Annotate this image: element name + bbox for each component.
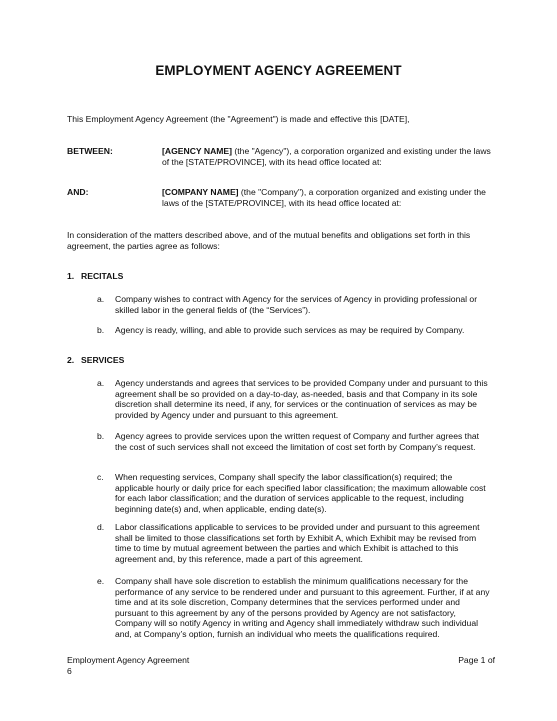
section-heading-services [67,355,124,366]
section-title: SERVICES [81,355,125,365]
item-text: Agency is ready, willing, and able to provide such services as may be required by Company. [115,325,465,335]
between-text [162,146,492,167]
item-letter: a. [97,378,105,388]
item-letter: e. [97,576,105,586]
footer-document-name: Employment Agency Agreement [67,655,190,665]
company-name: [COMPANY NAME] [162,187,239,197]
item-letter: d. [97,522,105,532]
item-text: When requesting services, Company shall specify the labor classification(s) required; the applicable hourly or daily price for each specified labor classification; the maximum allowable cost for each labor classification; and the duration of services applicable to the request, including beginning date(s) and, when applicable, ending date(s). [115,472,486,514]
footer-page-number: Page 1 of [458,655,495,665]
section-number: 2. [67,355,75,365]
and-text [162,187,492,208]
company-description: (the "Company"), a corporation organized and existing under the laws of the [STATE/PROVINCE], with its head office located at: [162,187,486,208]
agency-name: [AGENCY NAME] [162,146,233,156]
item-letter: a. [97,294,105,304]
item-text: Labor classifications applicable to services to be provided under and pursuant to this agreement shall be limited to those classifications set forth by Exhibit A, which Exhibit may be revised from time to time by mutual agreement between the parties and which Exhibit is attached to this agreement and, by this reference, made a part of this agreement. [115,522,480,564]
item-letter: c. [97,472,104,482]
item-text: Company wishes to contract with Agency for the services of Agency in providing professional or skilled labor in the general fields of (the “Services”). [115,294,478,315]
intro-paragraph: This Employment Agency Agreement (the "Agreement") is made and effective this [DATE], [67,114,410,124]
between-label: BETWEEN: [67,146,113,156]
item-letter: b. [97,431,105,441]
document-title: EMPLOYMENT AGENCY AGREEMENT [155,63,402,78]
item-text: Company shall have sole discretion to establish the minimum qualifications necessary for the performance of any service to be rendered under and pursuant to this agreement. Further, if at any time and at its sole discretion, Company determines that the services performed under and pursuant to this agreement by any of the persons provided by Agency are not satisfactory, Company will so notify Agency in writing and Agency shall immediately withdraw such individual and, at Company’s option, furnish an individual who meets the qualifications required. [115,576,490,639]
item-letter: b. [97,325,105,335]
item-text: Agency agrees to provide services upon the written request of Company and further agrees that the cost of such services shall not exceed the limitation of cost set forth by Company’s request. [115,431,480,452]
agency-description: (the "Agency"), a corporation organized and existing under the laws of the [STATE/PROVINCE], with its head office located at: [162,146,491,167]
section-heading-recitals [67,271,123,282]
section-number: 1. [67,271,75,281]
and-label: AND: [67,187,89,197]
item-text: Agency understands and agrees that services to be provided Company under and pursuant to this agreement shall be so provided on a day-to-day, as-needed, basis and that Company in its sole discretion shall determine its need, if any, for services or the continuation of services as may be provided by Agency under and pursuant to this agreement. [115,378,488,420]
footer-page-total: 6 [67,666,72,676]
consideration-paragraph: In consideration of the matters described above, and of the mutual benefits and obligations set forth in this agreement, the parties agree as follows: [67,230,471,251]
section-title: RECITALS [81,271,124,281]
